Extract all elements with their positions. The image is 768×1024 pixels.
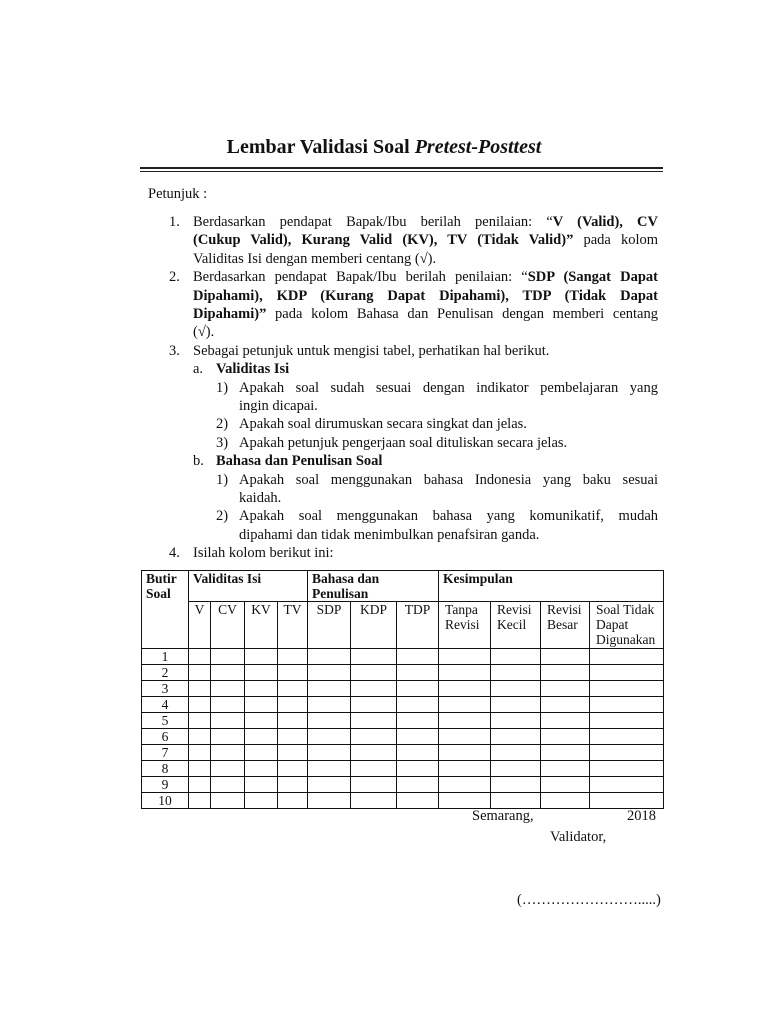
checkbox-cell[interactable] (308, 745, 351, 761)
checkbox-cell[interactable] (211, 793, 245, 809)
checkbox-cell[interactable] (189, 761, 211, 777)
instruction-text: Dipahami), KDP (Kurang Dapat Dipahami), TDP (Tidak Dapat (193, 287, 658, 304)
title-rule-thin (140, 171, 663, 172)
checkbox-cell[interactable] (351, 697, 397, 713)
instruction-line (193, 305, 658, 323)
header-kesimpulan: Kesimpulan (439, 571, 664, 602)
checkbox-cell[interactable] (397, 793, 439, 809)
checkbox-cell[interactable] (491, 681, 541, 697)
row-number: 4 (142, 697, 189, 713)
instruction-text: pada kolom (573, 232, 658, 249)
checkbox-cell[interactable] (541, 697, 590, 713)
subheader-kesimpulan-1: Tanpa Revisi (439, 602, 491, 649)
table-row (142, 777, 664, 793)
checkbox-cell[interactable] (189, 665, 211, 681)
checkbox-cell[interactable] (351, 761, 397, 777)
instruction-text: Berdasarkan pendapat Bapak/Ibu berilah penilaian: “ (193, 269, 528, 286)
title-italic: Pretest-Posttest (414, 136, 542, 158)
table-row (142, 665, 664, 681)
checkbox-cell[interactable] (211, 713, 245, 729)
title-main: Lembar Validasi Soal (226, 136, 415, 158)
table-subheader-row (142, 602, 664, 649)
checkbox-cell[interactable] (397, 729, 439, 745)
instruction-text: Sebagai petunjuk untuk mengisi tabel, perhatikan hal berikut. (193, 342, 550, 359)
criterion-line: Apakah soal sudah sesuai dengan indikator pembelajaran yang (239, 379, 658, 396)
checkbox-cell[interactable] (491, 729, 541, 745)
criterion-number: 2) (216, 416, 229, 433)
checkbox-cell[interactable] (541, 745, 590, 761)
criterion-line: kaidah. (239, 490, 282, 506)
title-rule-thick (140, 167, 663, 169)
checkbox-cell[interactable] (541, 649, 590, 665)
checkbox-cell[interactable] (397, 681, 439, 697)
checkbox-cell[interactable] (541, 729, 590, 745)
subheader-validitas-v: V (189, 602, 211, 649)
checkbox-cell[interactable] (308, 697, 351, 713)
table-row (142, 745, 664, 761)
instruction-text: (√). (193, 324, 215, 341)
checkbox-cell[interactable] (211, 777, 245, 793)
row-number: 8 (142, 761, 189, 777)
table-row (142, 697, 664, 713)
checkbox-cell[interactable] (189, 681, 211, 697)
criterion-number: 3) (216, 434, 229, 451)
checkbox-cell[interactable] (590, 777, 664, 793)
checkbox-cell[interactable] (397, 649, 439, 665)
checkbox-cell[interactable] (397, 761, 439, 777)
instruction-text: pada kolom Bahasa dan Penulisan dengan memberi centang (266, 306, 658, 322)
row-number: 2 (142, 665, 189, 681)
checkbox-cell[interactable] (278, 761, 308, 777)
checkbox-cell[interactable] (351, 665, 397, 681)
instruction-text: V (Valid), CV (552, 214, 658, 230)
checkbox-cell[interactable] (439, 665, 491, 681)
row-number: 10 (142, 793, 189, 809)
table-body (142, 649, 664, 809)
checkbox-cell[interactable] (211, 729, 245, 745)
instruction-text: Berdasarkan pendapat Bapak/Ibu berilah penilaian: “ (193, 214, 553, 230)
checkbox-cell[interactable] (211, 681, 245, 697)
signature-year: 2018 (627, 808, 656, 824)
subheader-bahasa-sdp: SDP (308, 602, 351, 649)
criterion-number: 1) (216, 471, 229, 488)
checkbox-cell[interactable] (397, 697, 439, 713)
instruction-line (193, 342, 658, 360)
checkbox-cell[interactable] (211, 649, 245, 665)
checkbox-cell[interactable] (189, 713, 211, 729)
criterion-number: 1) (216, 379, 229, 396)
checkbox-cell[interactable] (211, 745, 245, 761)
checkbox-cell[interactable] (189, 745, 211, 761)
checkbox-cell[interactable] (541, 793, 590, 809)
checkbox-cell[interactable] (439, 793, 491, 809)
checkbox-cell[interactable] (590, 793, 664, 809)
checkbox-cell[interactable] (189, 777, 211, 793)
checkbox-cell[interactable] (211, 697, 245, 713)
row-number: 9 (142, 777, 189, 793)
instruction-line (193, 231, 658, 249)
checkbox-cell[interactable] (189, 793, 211, 809)
checkbox-cell[interactable] (351, 777, 397, 793)
checkbox-cell[interactable] (245, 713, 278, 729)
checkbox-cell[interactable] (278, 681, 308, 697)
checkbox-cell[interactable] (308, 681, 351, 697)
signature-place: Semarang, (472, 808, 534, 824)
checkbox-cell[interactable] (278, 729, 308, 745)
checkbox-cell[interactable] (590, 713, 664, 729)
checkbox-cell[interactable] (491, 697, 541, 713)
checkbox-cell[interactable] (491, 745, 541, 761)
checkbox-cell[interactable] (590, 697, 664, 713)
checkbox-cell[interactable] (439, 745, 491, 761)
checkbox-cell[interactable] (590, 729, 664, 745)
instruction-text: Dipahami)” (193, 306, 267, 322)
table-row (142, 729, 664, 745)
checkbox-cell[interactable] (590, 761, 664, 777)
table-row (142, 681, 664, 697)
checkbox-cell[interactable] (278, 713, 308, 729)
row-number: 5 (142, 713, 189, 729)
checkbox-cell[interactable] (491, 777, 541, 793)
signature-blank: (…………………….....) (517, 892, 661, 908)
checkbox-cell[interactable] (541, 713, 590, 729)
instruction-line (193, 323, 658, 341)
subheader-bahasa-tdp: TDP (397, 602, 439, 649)
checkbox-cell[interactable] (278, 793, 308, 809)
checkbox-cell[interactable] (278, 665, 308, 681)
checkbox-cell[interactable] (245, 777, 278, 793)
checkbox-cell[interactable] (245, 681, 278, 697)
criterion-line: Apakah soal menggunakan bahasa yang komunikatif, mudah (239, 508, 658, 525)
subheader-kesimpulan-4: Soal Tidak Dapat Digunakan (590, 602, 664, 649)
checkbox-cell[interactable] (211, 665, 245, 681)
table-row (142, 649, 664, 665)
checkbox-cell[interactable] (278, 697, 308, 713)
checkbox-cell[interactable] (590, 665, 664, 681)
document-title (0, 136, 768, 159)
checkbox-cell[interactable] (278, 777, 308, 793)
subheader-kesimpulan-3: Revisi Besar (541, 602, 590, 649)
checkbox-cell[interactable] (590, 649, 664, 665)
subheader-validitas-kv: KV (245, 602, 278, 649)
checkbox-cell[interactable] (189, 649, 211, 665)
checkbox-cell[interactable] (211, 761, 245, 777)
subheader-bahasa-kdp: KDP (351, 602, 397, 649)
checkbox-cell[interactable] (439, 697, 491, 713)
validation-table (141, 570, 664, 809)
checkbox-cell[interactable] (351, 681, 397, 697)
instruction-line (193, 287, 658, 305)
checkbox-cell[interactable] (439, 649, 491, 665)
checkbox-cell[interactable] (397, 745, 439, 761)
subsection-letter: b. (193, 453, 204, 470)
instruction-number: 1. (169, 214, 180, 230)
row-number: 3 (142, 681, 189, 697)
subsection-heading: Bahasa dan Penulisan Soal (216, 453, 383, 470)
checkbox-cell[interactable] (541, 681, 590, 697)
row-number: 1 (142, 649, 189, 665)
table-row (142, 761, 664, 777)
checkbox-cell[interactable] (439, 761, 491, 777)
checkbox-cell[interactable] (308, 649, 351, 665)
checkbox-cell[interactable] (245, 665, 278, 681)
subsection-letter: a. (193, 361, 204, 378)
checkbox-cell[interactable] (351, 713, 397, 729)
instruction-number: 2. (169, 269, 180, 286)
subheader-validitas-tv: TV (278, 602, 308, 649)
instruction-line: Isilah kolom berikut ini: (193, 545, 334, 562)
checkbox-cell[interactable] (245, 649, 278, 665)
checkbox-cell[interactable] (245, 793, 278, 809)
checkbox-cell[interactable] (491, 665, 541, 681)
checkbox-cell[interactable] (491, 649, 541, 665)
checkbox-cell[interactable] (351, 745, 397, 761)
subsection-heading: Validitas Isi (216, 361, 290, 378)
checkbox-cell[interactable] (439, 681, 491, 697)
header-bahasa-penulisan: Bahasa dan Penulisan (308, 571, 439, 602)
row-number: 7 (142, 745, 189, 761)
checkbox-cell[interactable] (439, 777, 491, 793)
checkbox-cell[interactable] (541, 761, 590, 777)
criterion-line: ingin dicapai. (239, 398, 318, 414)
checkbox-cell[interactable] (308, 777, 351, 793)
checkbox-cell[interactable] (439, 713, 491, 729)
criterion-number: 2) (216, 508, 229, 525)
checkbox-cell[interactable] (541, 777, 590, 793)
checkbox-cell[interactable] (308, 793, 351, 809)
instruction-text: Validitas Isi dengan memberi centang (√). (193, 250, 437, 267)
instruction-text: SDP (Sangat Dapat (527, 269, 658, 286)
checkbox-cell[interactable] (189, 697, 211, 713)
checkbox-cell[interactable] (439, 729, 491, 745)
checkbox-cell[interactable] (245, 697, 278, 713)
signature-role: Validator, (550, 829, 607, 845)
checkbox-cell[interactable] (541, 665, 590, 681)
criterion-line: Apakah soal dirumuskan secara singkat dan jelas. (239, 416, 527, 433)
checkbox-cell[interactable] (278, 649, 308, 665)
instruction-line (193, 213, 658, 231)
checkbox-cell[interactable] (278, 745, 308, 761)
checkbox-cell[interactable] (245, 729, 278, 745)
checkbox-cell[interactable] (491, 713, 541, 729)
criterion-line: Apakah petunjuk pengerjaan soal dituliskan secara jelas. (239, 434, 568, 451)
instructions-label: Petunjuk : (148, 186, 208, 202)
checkbox-cell[interactable] (308, 713, 351, 729)
instruction-number: 4. (169, 545, 180, 562)
checkbox-cell[interactable] (308, 729, 351, 745)
instruction-text: (Cukup Valid), Kurang Valid (KV), TV (Tidak Valid)” (193, 232, 574, 249)
criterion-line: Apakah soal menggunakan bahasa Indonesia yang baku sesuai (239, 471, 658, 488)
checkbox-cell[interactable] (245, 745, 278, 761)
checkbox-cell[interactable] (351, 729, 397, 745)
instruction-line (193, 268, 658, 286)
subheader-validitas-cv: CV (211, 602, 245, 649)
checkbox-cell[interactable] (397, 777, 439, 793)
row-number: 6 (142, 729, 189, 745)
checkbox-cell[interactable] (397, 713, 439, 729)
checkbox-cell[interactable] (397, 665, 439, 681)
checkbox-cell[interactable] (189, 729, 211, 745)
checkbox-cell[interactable] (308, 761, 351, 777)
checkbox-cell[interactable] (245, 761, 278, 777)
criterion-line: dipahami dan tidak menimbulkan penafsiran ganda. (239, 526, 540, 543)
header-validitas-isi: Validitas Isi (189, 571, 308, 602)
checkbox-cell[interactable] (590, 745, 664, 761)
checkbox-cell[interactable] (491, 793, 541, 809)
table-row (142, 713, 664, 729)
checkbox-cell[interactable] (491, 761, 541, 777)
instruction-line (193, 250, 658, 268)
subheader-kesimpulan-2: Revisi Kecil (491, 602, 541, 649)
checkbox-cell[interactable] (351, 649, 397, 665)
table-row (142, 793, 664, 809)
checkbox-cell[interactable] (351, 793, 397, 809)
instruction-number: 3. (169, 342, 180, 359)
checkbox-cell[interactable] (308, 665, 351, 681)
header-butir-soal: Butir Soal (142, 571, 189, 649)
checkbox-cell[interactable] (590, 681, 664, 697)
